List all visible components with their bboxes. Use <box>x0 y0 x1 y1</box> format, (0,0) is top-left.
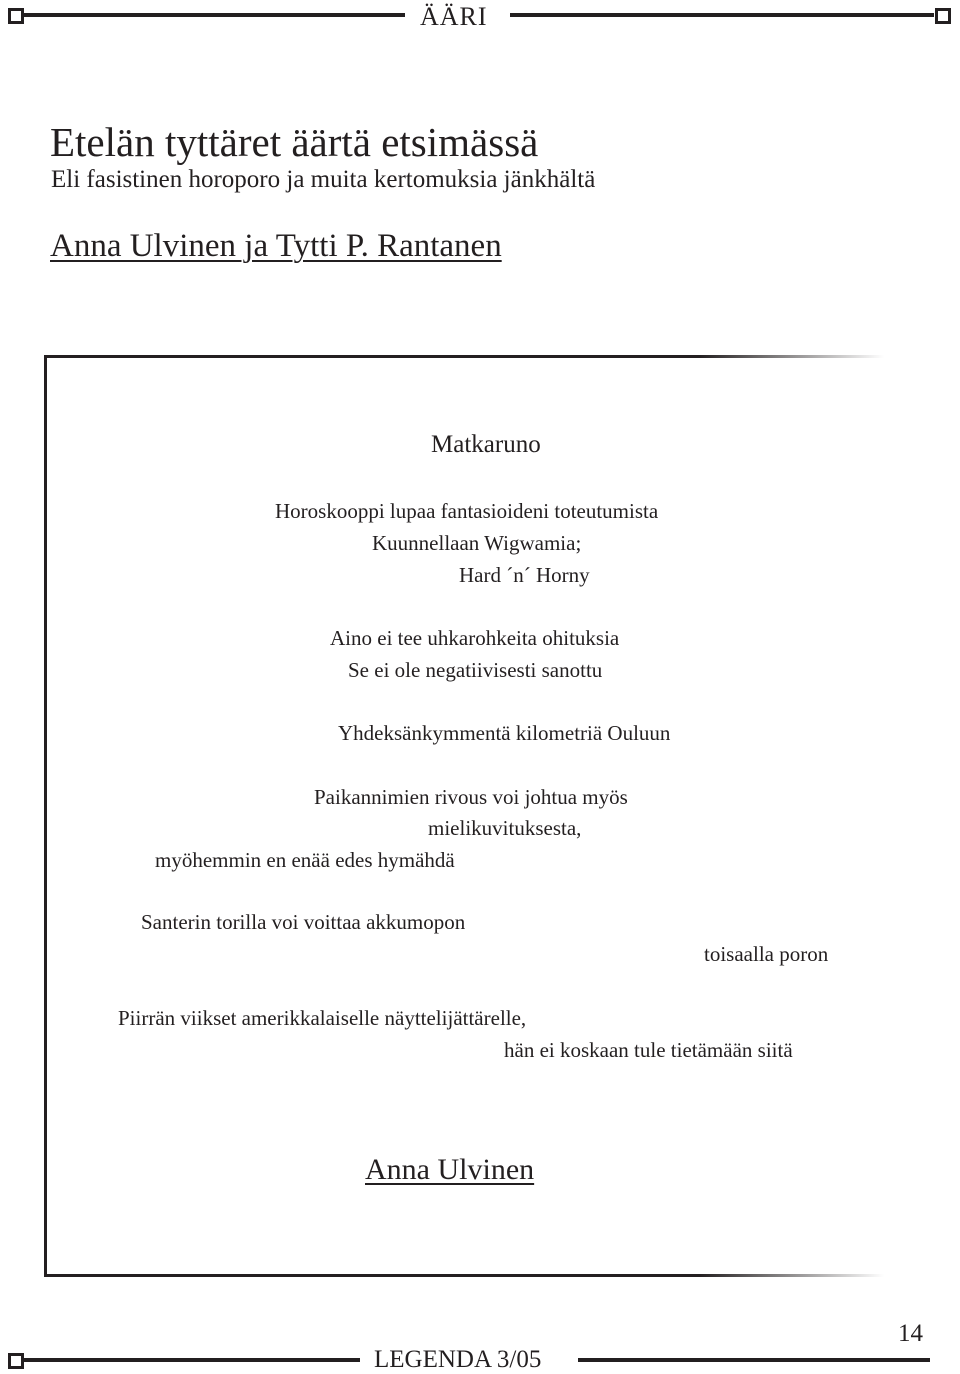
poem-line: Piirrän viikset amerikkalaiselle näyttelijättärelle, <box>118 1006 527 1030</box>
poem-box-top-border <box>44 355 884 358</box>
poem-line: Kuunnellaan Wigwamia; <box>372 531 582 555</box>
publication-label: LEGENDA 3/05 <box>374 1346 542 1373</box>
section-label: ÄÄRI <box>420 2 488 31</box>
poem-line: Hard ´n´ Horny <box>459 563 590 587</box>
poem-line: Santerin torilla voi voittaa akkumopon <box>141 910 466 934</box>
footer-rule-right <box>578 1358 930 1362</box>
footer-left-square <box>8 1353 24 1369</box>
header-rule-left <box>24 13 405 17</box>
poem-line: Aino ei tee uhkarohkeita ohituksia <box>330 626 620 650</box>
poem-line: Yhdeksänkymmentä kilometriä Ouluun <box>338 721 671 745</box>
article-subtitle: Eli fasistinen horoporo ja muita kertomuksia jänkhältä <box>51 166 596 193</box>
header-rule-right <box>510 13 934 17</box>
poem-line: Paikannimien rivous voi johtua myös <box>314 785 628 809</box>
header-right-square <box>935 8 951 24</box>
footer-rule-left <box>24 1358 360 1362</box>
header-left-square <box>8 8 24 24</box>
poem-line: myöhemmin en enää edes hymähdä <box>155 848 455 872</box>
poem-signature: Anna Ulvinen <box>365 1153 535 1186</box>
poem-line: mielikuvituksesta, <box>428 816 582 840</box>
poem-line: Se ei ole negatiivisesti sanottu <box>348 658 603 682</box>
poem-box-bottom-border <box>44 1274 884 1277</box>
poem-line: toisaalla poron <box>704 942 829 966</box>
page-number: 14 <box>898 1320 923 1347</box>
article-authors: Anna Ulvinen ja Tytti P. Rantanen <box>50 228 502 264</box>
article-title: Etelän tyttäret äärtä etsimässä <box>50 119 539 165</box>
poem-title: Matkaruno <box>431 431 541 458</box>
poem-line: hän ei koskaan tule tietämään siitä <box>504 1038 793 1062</box>
poem-line: Horoskooppi lupaa fantasioideni toteutumista <box>275 499 659 523</box>
